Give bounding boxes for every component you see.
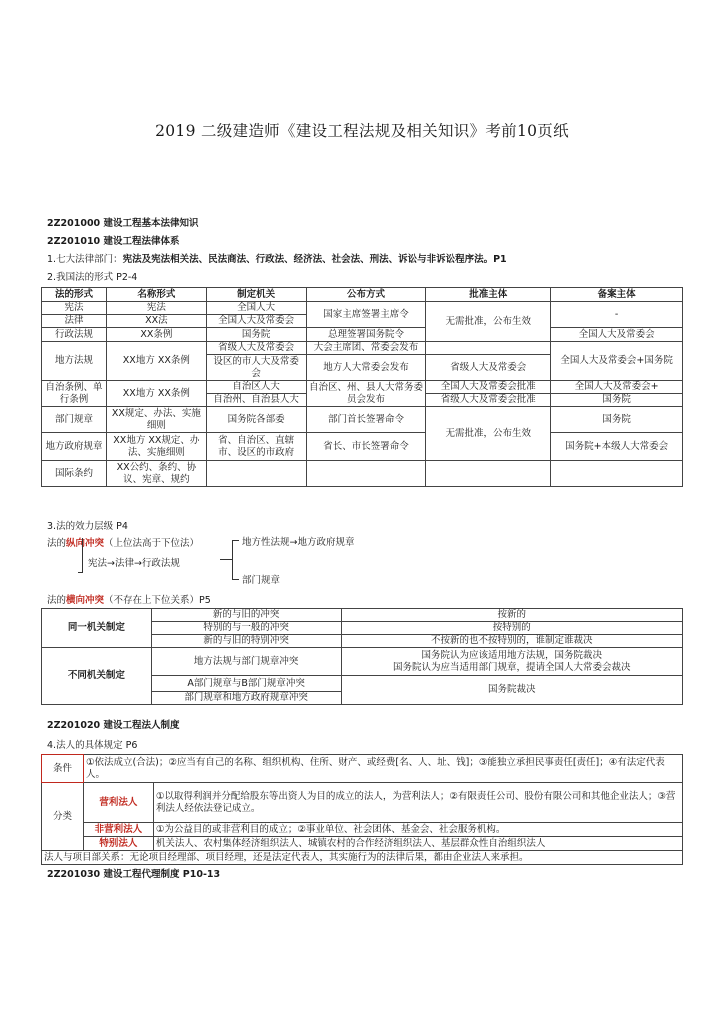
cell: - bbox=[551, 302, 683, 328]
cell: A部门规章与B部门规章冲突 bbox=[151, 676, 341, 692]
cell: 营利法人 bbox=[83, 783, 153, 823]
table-row bbox=[42, 407, 683, 433]
cell: XX地方 XX条例 bbox=[106, 381, 206, 407]
table-row bbox=[42, 328, 683, 342]
hierarchy-chain: 宪法→法律→行政法规 bbox=[88, 558, 180, 569]
cell: 全国人大及常委会批准 bbox=[426, 381, 551, 394]
table-row bbox=[42, 837, 683, 851]
cell: 国务院 bbox=[551, 407, 683, 433]
cell: 地方法规与部门规章冲突 bbox=[151, 648, 341, 676]
table-row bbox=[42, 609, 683, 622]
seven-departments-list: 宪法及宪法相关法、民法商法、行政法、经济法、社会法、刑法、诉讼与非诉讼程序法。P1 bbox=[122, 254, 507, 265]
cell: 全国人大及常委会 bbox=[551, 328, 683, 342]
cell: 分类 bbox=[42, 783, 84, 851]
diagram-connector bbox=[220, 559, 232, 560]
vertical-conflict-note: （上位法高于下位法） bbox=[104, 538, 200, 549]
table-row bbox=[42, 433, 683, 461]
cell: 同一机关制定 bbox=[42, 609, 152, 648]
seven-departments-line bbox=[47, 251, 507, 265]
section-code: 2Z201010 建设工程法律体系 bbox=[47, 236, 180, 247]
header-cell: 制定机关 bbox=[206, 288, 306, 302]
cell: 非营利法人 bbox=[83, 823, 153, 837]
cell: XX公约、条约、协议、宪章、规约 bbox=[106, 461, 206, 487]
cell: 法人与项目部关系：无论项目经理部、项目经理，还是法定代表人，其实施行为的法律后果，都由企业法人来承担。 bbox=[42, 851, 683, 865]
cell: XX法 bbox=[106, 315, 206, 328]
horizontal-conflict-line bbox=[47, 592, 211, 606]
cell: 省级人大及常委会批准 bbox=[426, 394, 551, 407]
cell: 地方政府规章 bbox=[42, 433, 107, 461]
cell: ①依法成立(合法)；②应当有自己的名称、组织机构、住所、财产、或经费[名、人、址、钱]；③能独立承担民事责任[责任]；④有法定代表人。 bbox=[83, 755, 682, 783]
diagram-branch-bracket bbox=[232, 540, 239, 580]
cell: 按特别的 bbox=[341, 622, 682, 635]
law-forms-table bbox=[41, 287, 683, 487]
cell: 按新的 bbox=[341, 609, 682, 622]
cell: 不按新的也不按特别的，谁制定谁裁决 bbox=[341, 635, 682, 648]
cell: XX地方 XX条例 bbox=[106, 342, 206, 381]
cell: 自治区、州、县人大常务委员会发布 bbox=[306, 381, 426, 407]
cell: 行政法规 bbox=[42, 328, 107, 342]
legal-person-heading: 4.法人的具体规定 P6 bbox=[47, 740, 138, 751]
cell: 地方人大常委会发布 bbox=[306, 355, 426, 381]
cell: ①为公益目的或非营利目的成立；②事业单位、社会团体、基金会、社会服务机构。 bbox=[153, 823, 682, 837]
cell: 特别法人 bbox=[83, 837, 153, 851]
cell: 地方法规 bbox=[42, 342, 107, 381]
cell: 部门规章和地方政府规章冲突 bbox=[151, 692, 341, 705]
cell: 全国人大及常委会 bbox=[206, 315, 306, 328]
cell: 设区的市人大及常委会 bbox=[206, 355, 306, 381]
cell: 省长、市长签署命令 bbox=[306, 433, 426, 461]
cell: 无需批准，公布生效 bbox=[426, 407, 551, 461]
law-forms-heading: 2.我国法的形式 P2-4 bbox=[47, 272, 138, 283]
table-row bbox=[42, 823, 683, 837]
legal-person-table bbox=[41, 754, 683, 865]
cell: ①以取得利润并分配给股东等出资人为目的成立的法人，为营利法人；②有限责任公司、股份有限公司和其他企业法人；③营利法人经依法登记成立。 bbox=[153, 783, 682, 823]
table-row bbox=[42, 302, 683, 315]
cell: 特别的与一般的冲突 bbox=[151, 622, 341, 635]
header-cell: 批准主体 bbox=[426, 288, 551, 302]
legal-person-chapter: 2Z201020 建设工程法人制度 bbox=[47, 720, 180, 731]
cell: 新的与旧的冲突 bbox=[151, 609, 341, 622]
cell bbox=[426, 342, 551, 355]
cell: 全国人大及常委会+国务院 bbox=[551, 342, 683, 381]
branch-top: 地方性法规→地方政府规章 bbox=[242, 537, 355, 548]
cell-line: 国务院认为应当适用部门规章，提请全国人大常委会裁决 bbox=[393, 661, 631, 673]
header-cell: 名称形式 bbox=[106, 288, 206, 302]
cell: 总理签署国务院令 bbox=[306, 328, 426, 342]
vertical-conflict-line bbox=[47, 535, 199, 549]
table-row bbox=[42, 648, 683, 676]
cell bbox=[206, 461, 306, 487]
cell: 自治区人大 bbox=[206, 381, 306, 394]
horizontal-conflict-table bbox=[41, 608, 683, 705]
table-header-row bbox=[42, 288, 683, 302]
cell: 省、自治区、直辖市、设区的市政府 bbox=[206, 433, 306, 461]
cell: 国务院+本级人大常委会 bbox=[551, 433, 683, 461]
table-row bbox=[42, 342, 683, 355]
cell: 机关法人、农村集体经济组织法人、城镇农村的合作经济组织法人、基层群众性自治组织法人 bbox=[153, 837, 682, 851]
cell: 无需批准，公布生效 bbox=[426, 302, 551, 342]
cell bbox=[551, 461, 683, 487]
cell: 宪法 bbox=[106, 302, 206, 315]
cell: 全国人大 bbox=[206, 302, 306, 315]
seven-departments-label: 1.七大法律部门： bbox=[47, 254, 123, 265]
cell: 全国人大及常委会+ bbox=[551, 381, 683, 394]
cell: 国务院 bbox=[551, 394, 683, 407]
horizontal-conflict-note: （不存在上下位关系）P5 bbox=[104, 595, 211, 606]
table-row bbox=[42, 461, 683, 487]
header-cell: 备案主体 bbox=[551, 288, 683, 302]
cell: 自治州、自治县人大 bbox=[206, 394, 306, 407]
cell: 省级人大及常委会 bbox=[206, 342, 306, 355]
cell: XX条例 bbox=[106, 328, 206, 342]
header-cell: 公布方式 bbox=[306, 288, 426, 302]
cell: 法律 bbox=[42, 315, 107, 328]
cell: 国际条约 bbox=[42, 461, 107, 487]
cell: 部门首长签署命令 bbox=[306, 407, 426, 433]
vertical-conflict-prefix: 法的 bbox=[47, 538, 67, 549]
cell: 国家主席签署主席令 bbox=[306, 302, 426, 328]
cell bbox=[341, 648, 682, 676]
cell: 自治条例、单行条例 bbox=[42, 381, 107, 407]
table-row bbox=[42, 755, 683, 783]
cell bbox=[306, 461, 426, 487]
table-row bbox=[42, 851, 683, 865]
agency-chapter: 2Z201030 建设工程代理制度 P10-13 bbox=[47, 869, 221, 880]
cell: 条件 bbox=[42, 755, 84, 783]
page-title: 2019 二级建造师《建设工程法规及相关知识》考前10页纸 bbox=[155, 122, 569, 140]
table-row bbox=[42, 783, 683, 823]
cell: 不同机关制定 bbox=[42, 648, 152, 705]
cell: 新的与旧的特别冲突 bbox=[151, 635, 341, 648]
cell: 宪法 bbox=[42, 302, 107, 315]
cell: 部门规章 bbox=[42, 407, 107, 433]
cell-line: 国务院认为应该适用地方法规，国务院裁决 bbox=[421, 649, 603, 661]
cell: 国务院裁决 bbox=[341, 676, 682, 705]
cell: 国务院 bbox=[206, 328, 306, 342]
horizontal-conflict-prefix: 法的 bbox=[47, 595, 67, 606]
cell: 大会主席团、常委会发布 bbox=[306, 342, 426, 355]
cell: XX规定、办法、实施细则 bbox=[106, 407, 206, 433]
effect-hierarchy-heading: 3.法的效力层级 P4 bbox=[47, 521, 128, 532]
header-cell: 法的形式 bbox=[42, 288, 107, 302]
vertical-conflict-label: 纵向冲突 bbox=[66, 538, 105, 549]
chapter-code: 2Z201000 建设工程基本法律知识 bbox=[47, 218, 199, 229]
table-row bbox=[42, 381, 683, 394]
cell: XX地方 XX规定、办法、实施细则 bbox=[106, 433, 206, 461]
diagram-bracket-left bbox=[78, 538, 83, 573]
cell bbox=[426, 461, 551, 487]
branch-bottom: 部门规章 bbox=[242, 575, 281, 586]
horizontal-conflict-red: 横向冲突 bbox=[66, 595, 105, 606]
cell: 省级人大及常委会 bbox=[426, 355, 551, 381]
cell: 国务院各部委 bbox=[206, 407, 306, 433]
